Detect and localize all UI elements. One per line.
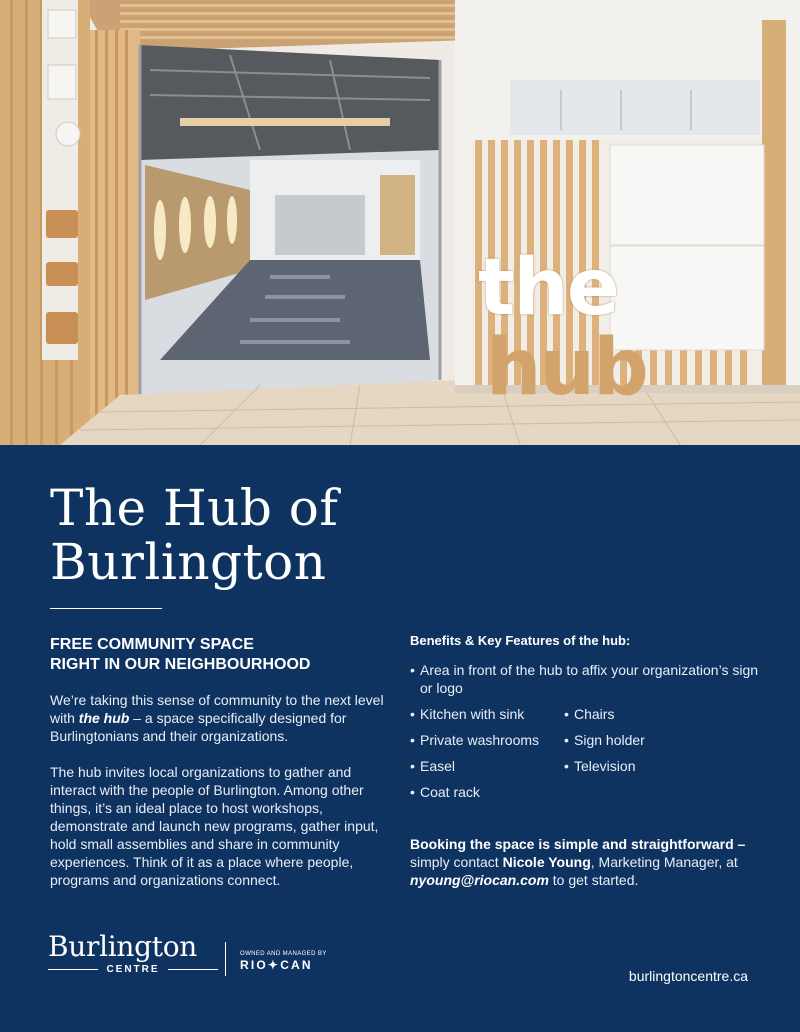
booking-text-3: to get started.	[548, 872, 639, 888]
intro-column	[50, 635, 390, 907]
details-paragraph: The hub invites local organizations to gather and interact with the people of Burlington. Among other things, it’s an ideal place to host workshops, demonstrate and launch new programs, gather input, hold small assemblies and share in community experiences. Think of it as a place where people, programs and organizations connect.	[50, 764, 379, 888]
riocan-wordmark: RIO✦CAN	[240, 958, 313, 972]
logo-subline	[48, 964, 218, 975]
title-divider	[50, 608, 162, 609]
features-list	[410, 705, 770, 801]
logo-wordmark: Burlington	[48, 930, 198, 963]
feature-item: • Coat rack	[410, 783, 564, 801]
contact-name: Nicole Young	[502, 854, 591, 870]
intro-text-a: We’re taking this sense of community to the next level with	[50, 692, 384, 726]
logo-centre-text: CENTRE	[106, 964, 160, 975]
feature-item: • Kitchen with sink	[410, 705, 564, 723]
the-hub-entrance-photo	[0, 0, 800, 445]
feature-item: • Private washrooms	[410, 731, 564, 749]
feature-item: • Area in front of the hub to affix your organization’s sign or logo	[410, 661, 770, 697]
info-panel	[0, 445, 800, 1032]
logo-rule-right	[168, 969, 218, 970]
website-link[interactable]: burlingtoncentre.ca	[628, 968, 748, 984]
sign-word-the: the	[478, 243, 618, 333]
feature-item: • Chairs	[564, 705, 714, 723]
contact-email-link[interactable]: nyoung@riocan.com	[410, 872, 549, 888]
feature-item: • Television	[564, 757, 714, 775]
features-column	[410, 633, 770, 889]
page-title	[50, 481, 338, 589]
the-hub-sign	[478, 243, 800, 413]
logo-divider	[225, 942, 226, 976]
subhead-line-1: FREE COMMUNITY SPACE	[50, 636, 254, 653]
booking-info	[410, 835, 770, 889]
title-line-1: The Hub of	[50, 479, 339, 537]
booking-lead: Booking the space is simple and straightforward –	[410, 836, 746, 852]
features-heading: Benefits & Key Features of the hub:	[410, 633, 631, 648]
intro-text-b: – a space specifically designed for Burlingtonians and their organizations.	[50, 710, 347, 744]
burlington-centre-logo	[48, 932, 218, 975]
owned-by-text: OWNED AND MANAGED BY	[240, 951, 327, 957]
section-subhead	[50, 635, 390, 675]
title-line-2: Burlington	[50, 533, 327, 591]
feature-item: • Easel	[410, 757, 564, 775]
riocan-logo	[240, 950, 327, 972]
intro-paragraph	[50, 691, 390, 745]
booking-text-2: , Marketing Manager, at	[590, 854, 738, 870]
sign-word-hub: hub	[486, 323, 647, 413]
intro-emphasis: the hub	[78, 710, 130, 726]
feature-item: • Sign holder	[564, 731, 714, 749]
subhead-line-2: RIGHT IN OUR NEIGHBOURHOOD	[50, 656, 311, 673]
booking-text-1: simply contact	[410, 854, 503, 870]
logo-rule-left	[48, 969, 98, 970]
